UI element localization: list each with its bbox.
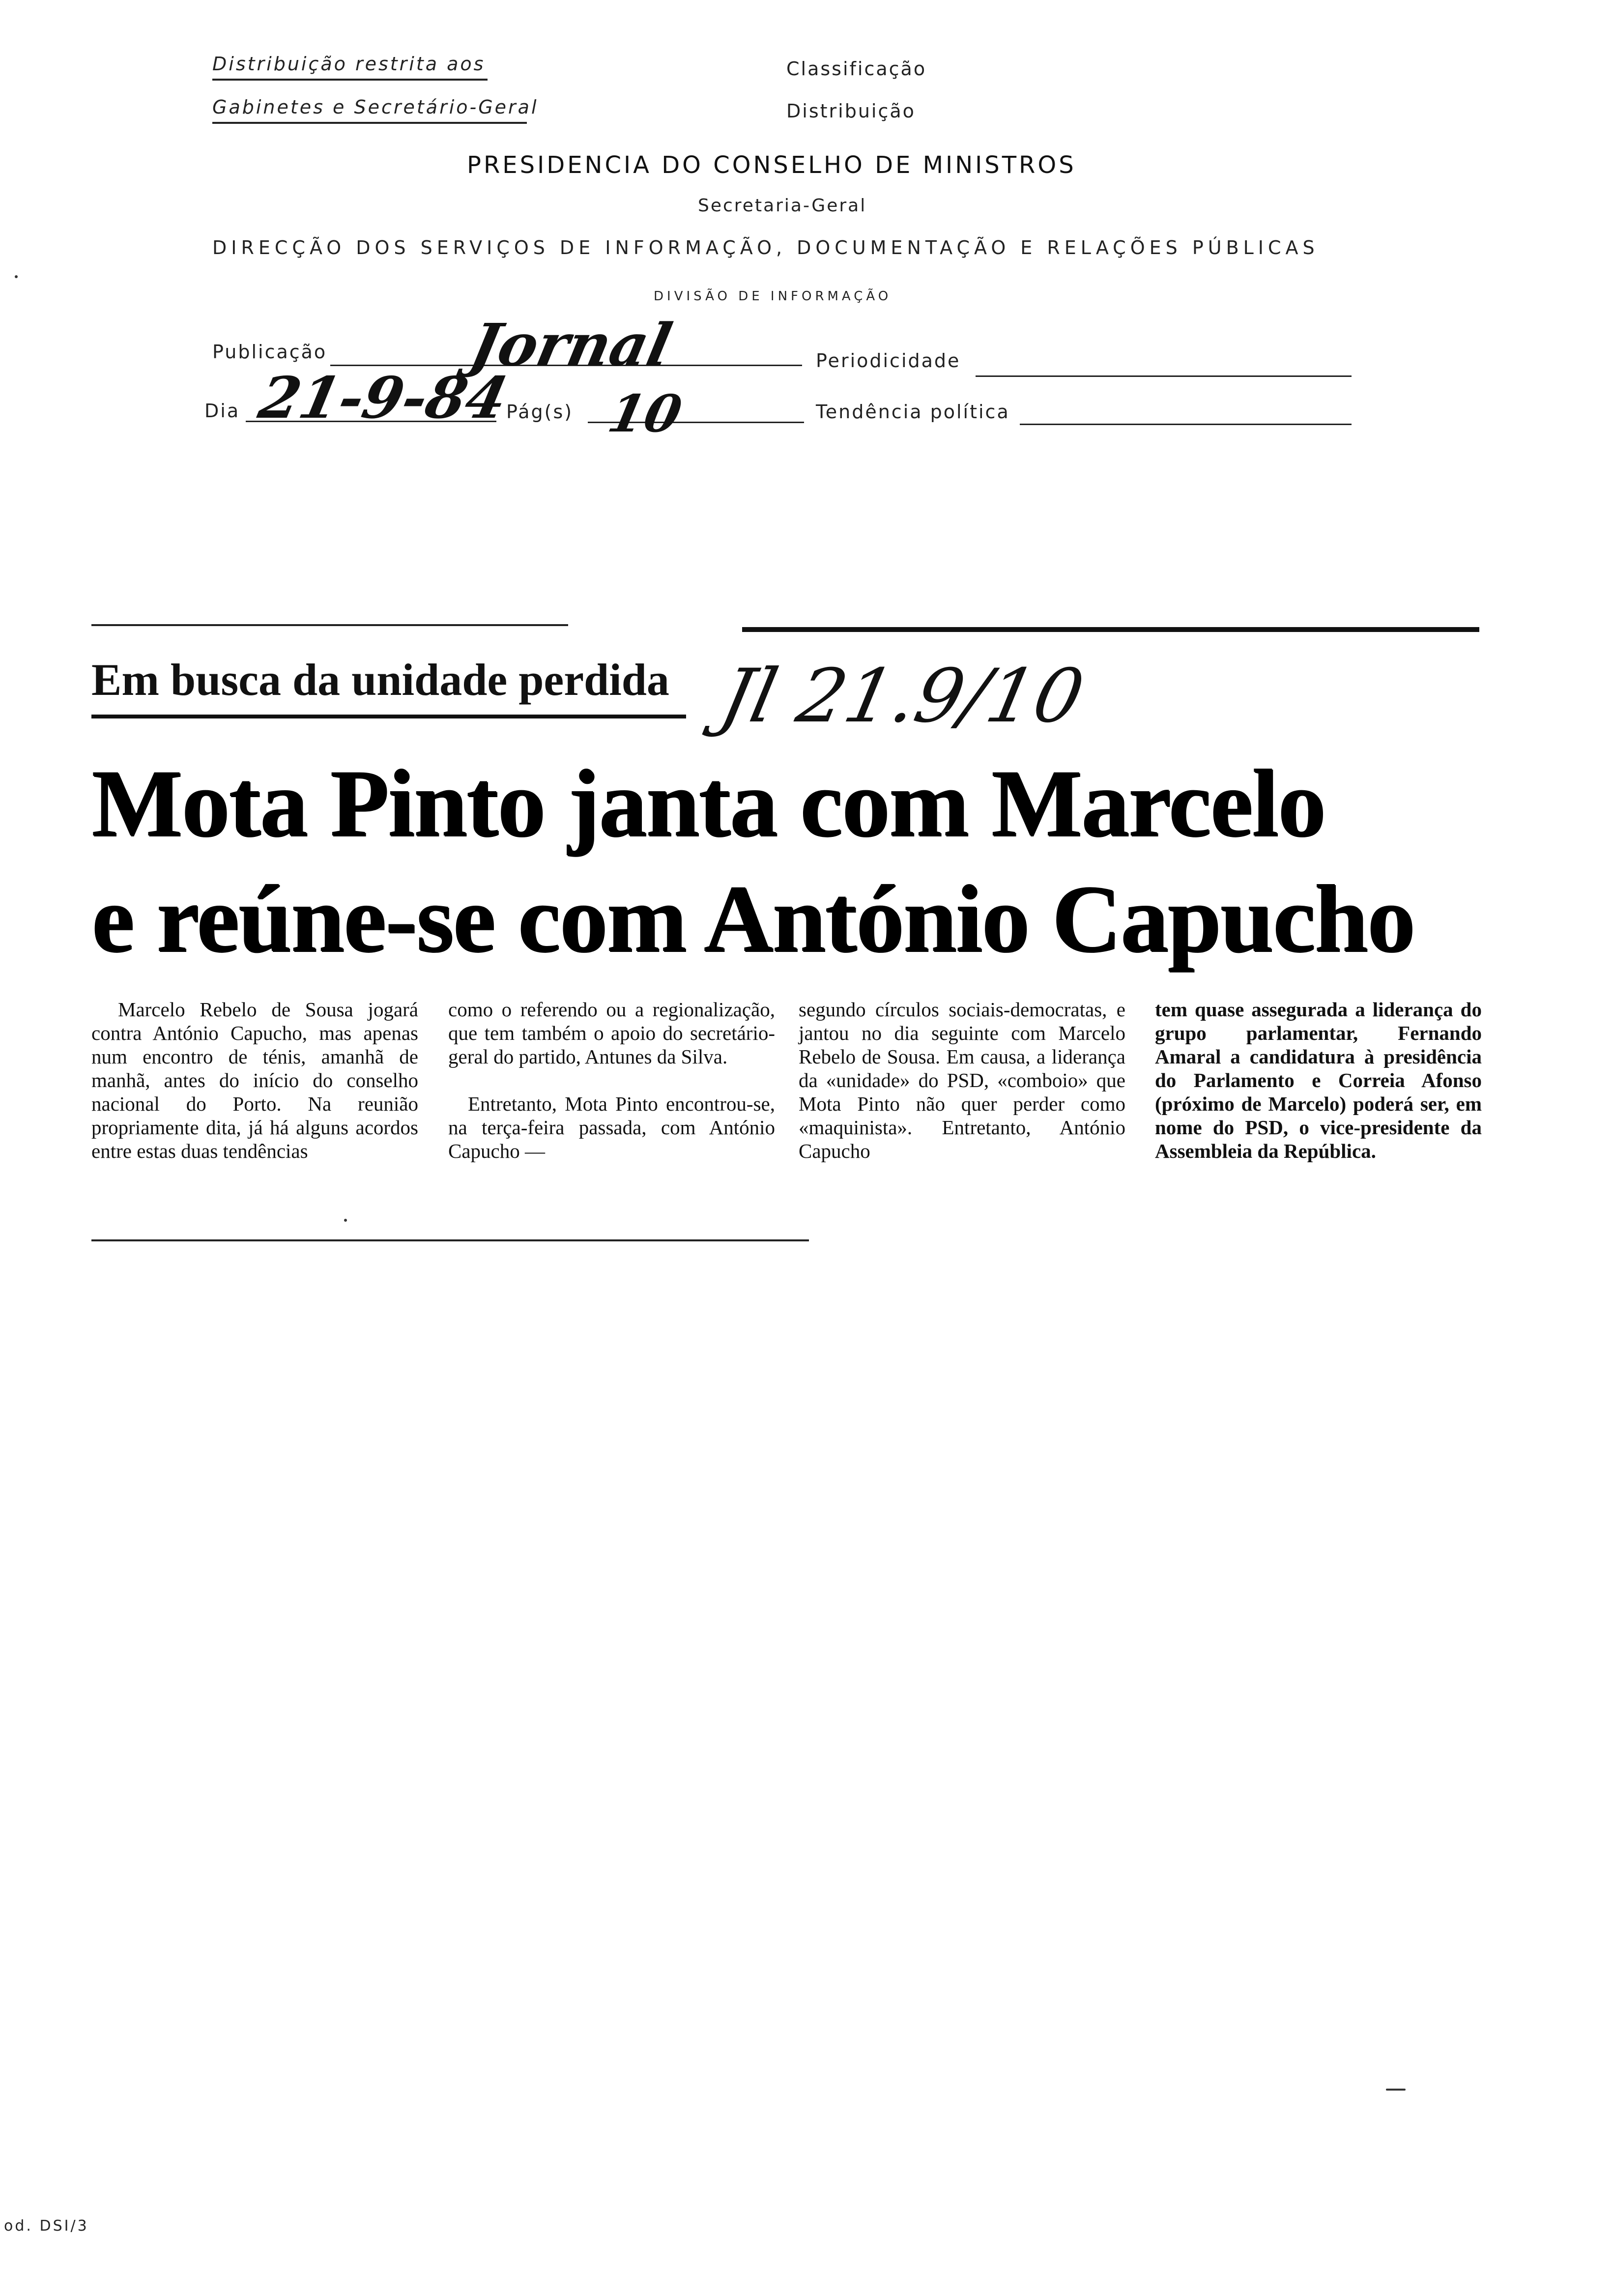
dia-handwritten: 21-9-84 [253,365,514,431]
headline-line-1: Mota Pinto janta com Marcelo [91,750,1325,857]
distribution-underline-2 [212,122,527,124]
distribution-underline-1 [212,79,488,81]
form-code: od. DSI/3 [4,2217,89,2235]
dia-label: Dia [204,400,240,422]
periodicidade-label: Periodicidade [816,350,961,372]
bottom-rule [91,1239,809,1241]
column-4-text: tem quase assegurada a liderança do grupo parlamentar, Fernando Amaral a candidatura à presidência do Parlamento e Correia Afonso (próximo de Marcelo) poderá ser, em nome do PSD, o vice-presidente da Assembleia da República. [1155,998,1482,1162]
handwritten-reference: Jl 21.9/10 [713,654,1091,739]
institution-title: PRESIDENCIA DO CONSELHO DE MINISTROS [467,151,1076,179]
column-1-text: Marcelo Rebelo de Sousa jogará contra António Capucho, mas apenas num encontro de ténis, amanhã de manhã, antes do início do conselho nacional do Porto. Na reunião propriamente dita, já há alguns acordos entre estas duas tendências [91,998,418,1162]
top-rule-thick [742,627,1479,632]
pags-label: Pág(s) [506,401,574,423]
publicacao-handwritten: Jornal [464,311,678,379]
periodicidade-line [976,375,1352,377]
scan-speck [15,275,18,278]
scan-speck [344,1219,347,1222]
column-3-text: segundo círculos sociais-democratas, e jantou no dia seguinte com Marcelo Rebelo de Sousa. Em causa, a liderança da «unidade» do PSD, «comboio» que Mota Pinto não quer perder como «maquinista». Entretanto, António Capucho [799,998,1125,1162]
distribution-line-1: Distribuição restrita aos [212,53,486,75]
tendencia-line [1020,424,1352,425]
article-column-2 [448,998,775,1163]
headline-line-2: e reúne-se com António Capucho [91,865,1414,972]
distribution-line-2: Gabinetes e Secretário-Geral [212,96,539,118]
kicker-underline [91,715,686,718]
tendencia-label: Tendência política [816,401,1010,423]
direccao-label: DIRECÇÃO DOS SERVIÇOS DE INFORMAÇÃO, DOCUMENTAÇÃO E RELAÇÕES PÚBLICAS [212,237,1319,258]
publicacao-label: Publicação [212,341,327,363]
column-2-paragraph-2: Entretanto, Mota Pinto encontrou-se, na terça-feira passada, com António Capucho — [448,1092,775,1162]
top-rule-thin [91,624,568,626]
classificacao-label: Classificação [786,58,927,80]
distribuicao-label: Distribuição [786,100,916,122]
column-2-paragraph-1: como o referendo ou a regionalização, que tem também o apoio do secretário-geral do partido, Antunes da Silva. [448,998,775,1068]
article-column-4 [1155,998,1482,1163]
article-column-3 [799,998,1125,1163]
divisao-label: DIVISÃO DE INFORMAÇÃO [654,289,892,304]
pags-handwritten: 10 [603,383,687,444]
kicker: Em busca da unidade perdida [91,655,669,705]
article-column-1 [91,998,418,1163]
secretaria-label: Secretaria-Geral [698,196,867,216]
scan-speck [1386,2089,1406,2091]
